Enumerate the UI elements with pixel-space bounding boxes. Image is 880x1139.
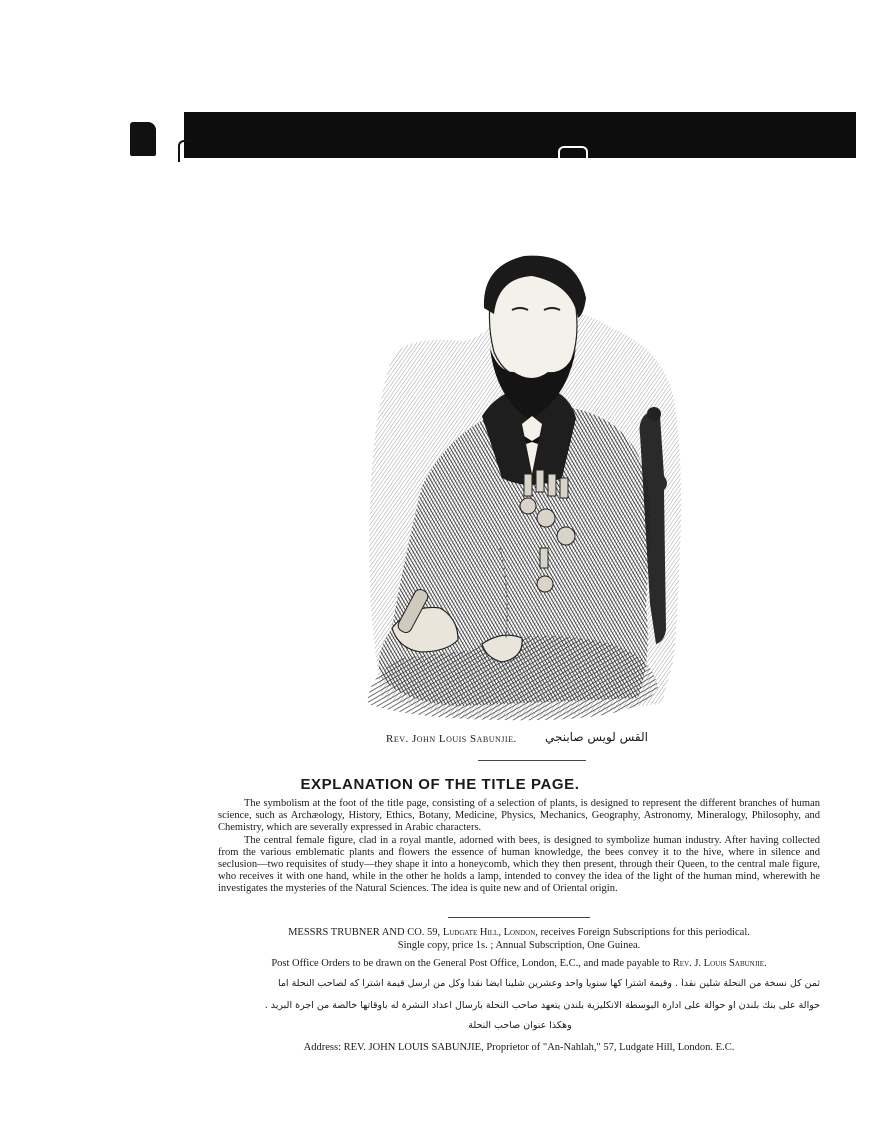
arabic-line-2: حوالة على بنك بلندن او حوالة على ادارة البوسطة الانكليزية بلندن يتعهد صاحب النحلة بارسال اعداد النشرة له باوقاتها خالصة من اجرة البريد .	[264, 1000, 820, 1011]
publisher-address: Address: REV. JOHN LOUIS SABUNJIE, Proprietor of "An-Nahlah," 57, Ludgate Hill, London. E.C.	[303, 1042, 735, 1053]
arabic-line-3: وهكذا عنوان صاحب النحلة	[468, 1020, 572, 1031]
caption-rule	[478, 760, 586, 761]
subscription-notice	[218, 926, 820, 952]
page-title: EXPLANATION OF THE TITLE PAGE.	[300, 776, 580, 793]
paragraph-female-figure: The central female figure, clad in a royal mantle, adorned with bees, is designed to symbolize human industry. After having collected from the various emblematic plants and flowers the essence of human knowledge, the bees convey it to the hive, where in silence and seclusion—two requisites of study—they shape it into a honeycomb, which they then present, through their Queen, to the central male figure, who receives it with one hand, while in the other he holds a lamp, intended to convey the idea of the light of the human mind, wherewith he investigates the mysteries of the Natural Sciences. The idea is quite new and of Oriental origin.	[218, 834, 820, 895]
caption-name-arabic: القس لويس صابنجي	[544, 730, 648, 744]
subscription-line-2: Single copy, price 1s. ; Annual Subscription, One Guinea.	[397, 940, 641, 951]
portrait-engraving	[362, 248, 688, 726]
header-bar-notch	[558, 146, 588, 158]
header-bar	[184, 112, 856, 158]
subscription-line-1: MESSRS TRUBNER AND CO. 59, Ludgate Hill, London, receives Foreign Subscriptions for this periodical.	[288, 927, 750, 938]
explanation-text	[218, 798, 820, 896]
header-bar-block	[130, 122, 156, 156]
paragraph-symbolism: The symbolism at the foot of the title page, consisting of a selection of plants, is designed to represent the different branches of human science, such as Archæology, History, Ethics, Botany, Medicine, Physics, Mechanics, Geography, Astronomy, Mineralogy, Philosophy, and Chemistry, which are severally expressed in Arabic characters.	[218, 798, 820, 834]
post-office-notice: Post Office Orders to be drawn on the General Post Office, London, E.C., and made payable to Rev. J. Louis Sabunjie.	[271, 958, 767, 969]
caption-name-english: Rev. John Louis Sabunjie.	[386, 733, 517, 745]
arabic-line-1: ثمن كل نسخة من النحلة شلين نقداً . وقيمة اشترا كها سنوياً واحد وعشرين شليناً ايضاً نقداً وكل من ارسل قيمة اشترا كه لصاحب النحلة اما	[277, 978, 820, 989]
section-rule	[448, 917, 590, 918]
header-bar-edge	[178, 140, 190, 162]
portrait-caption	[380, 729, 690, 749]
